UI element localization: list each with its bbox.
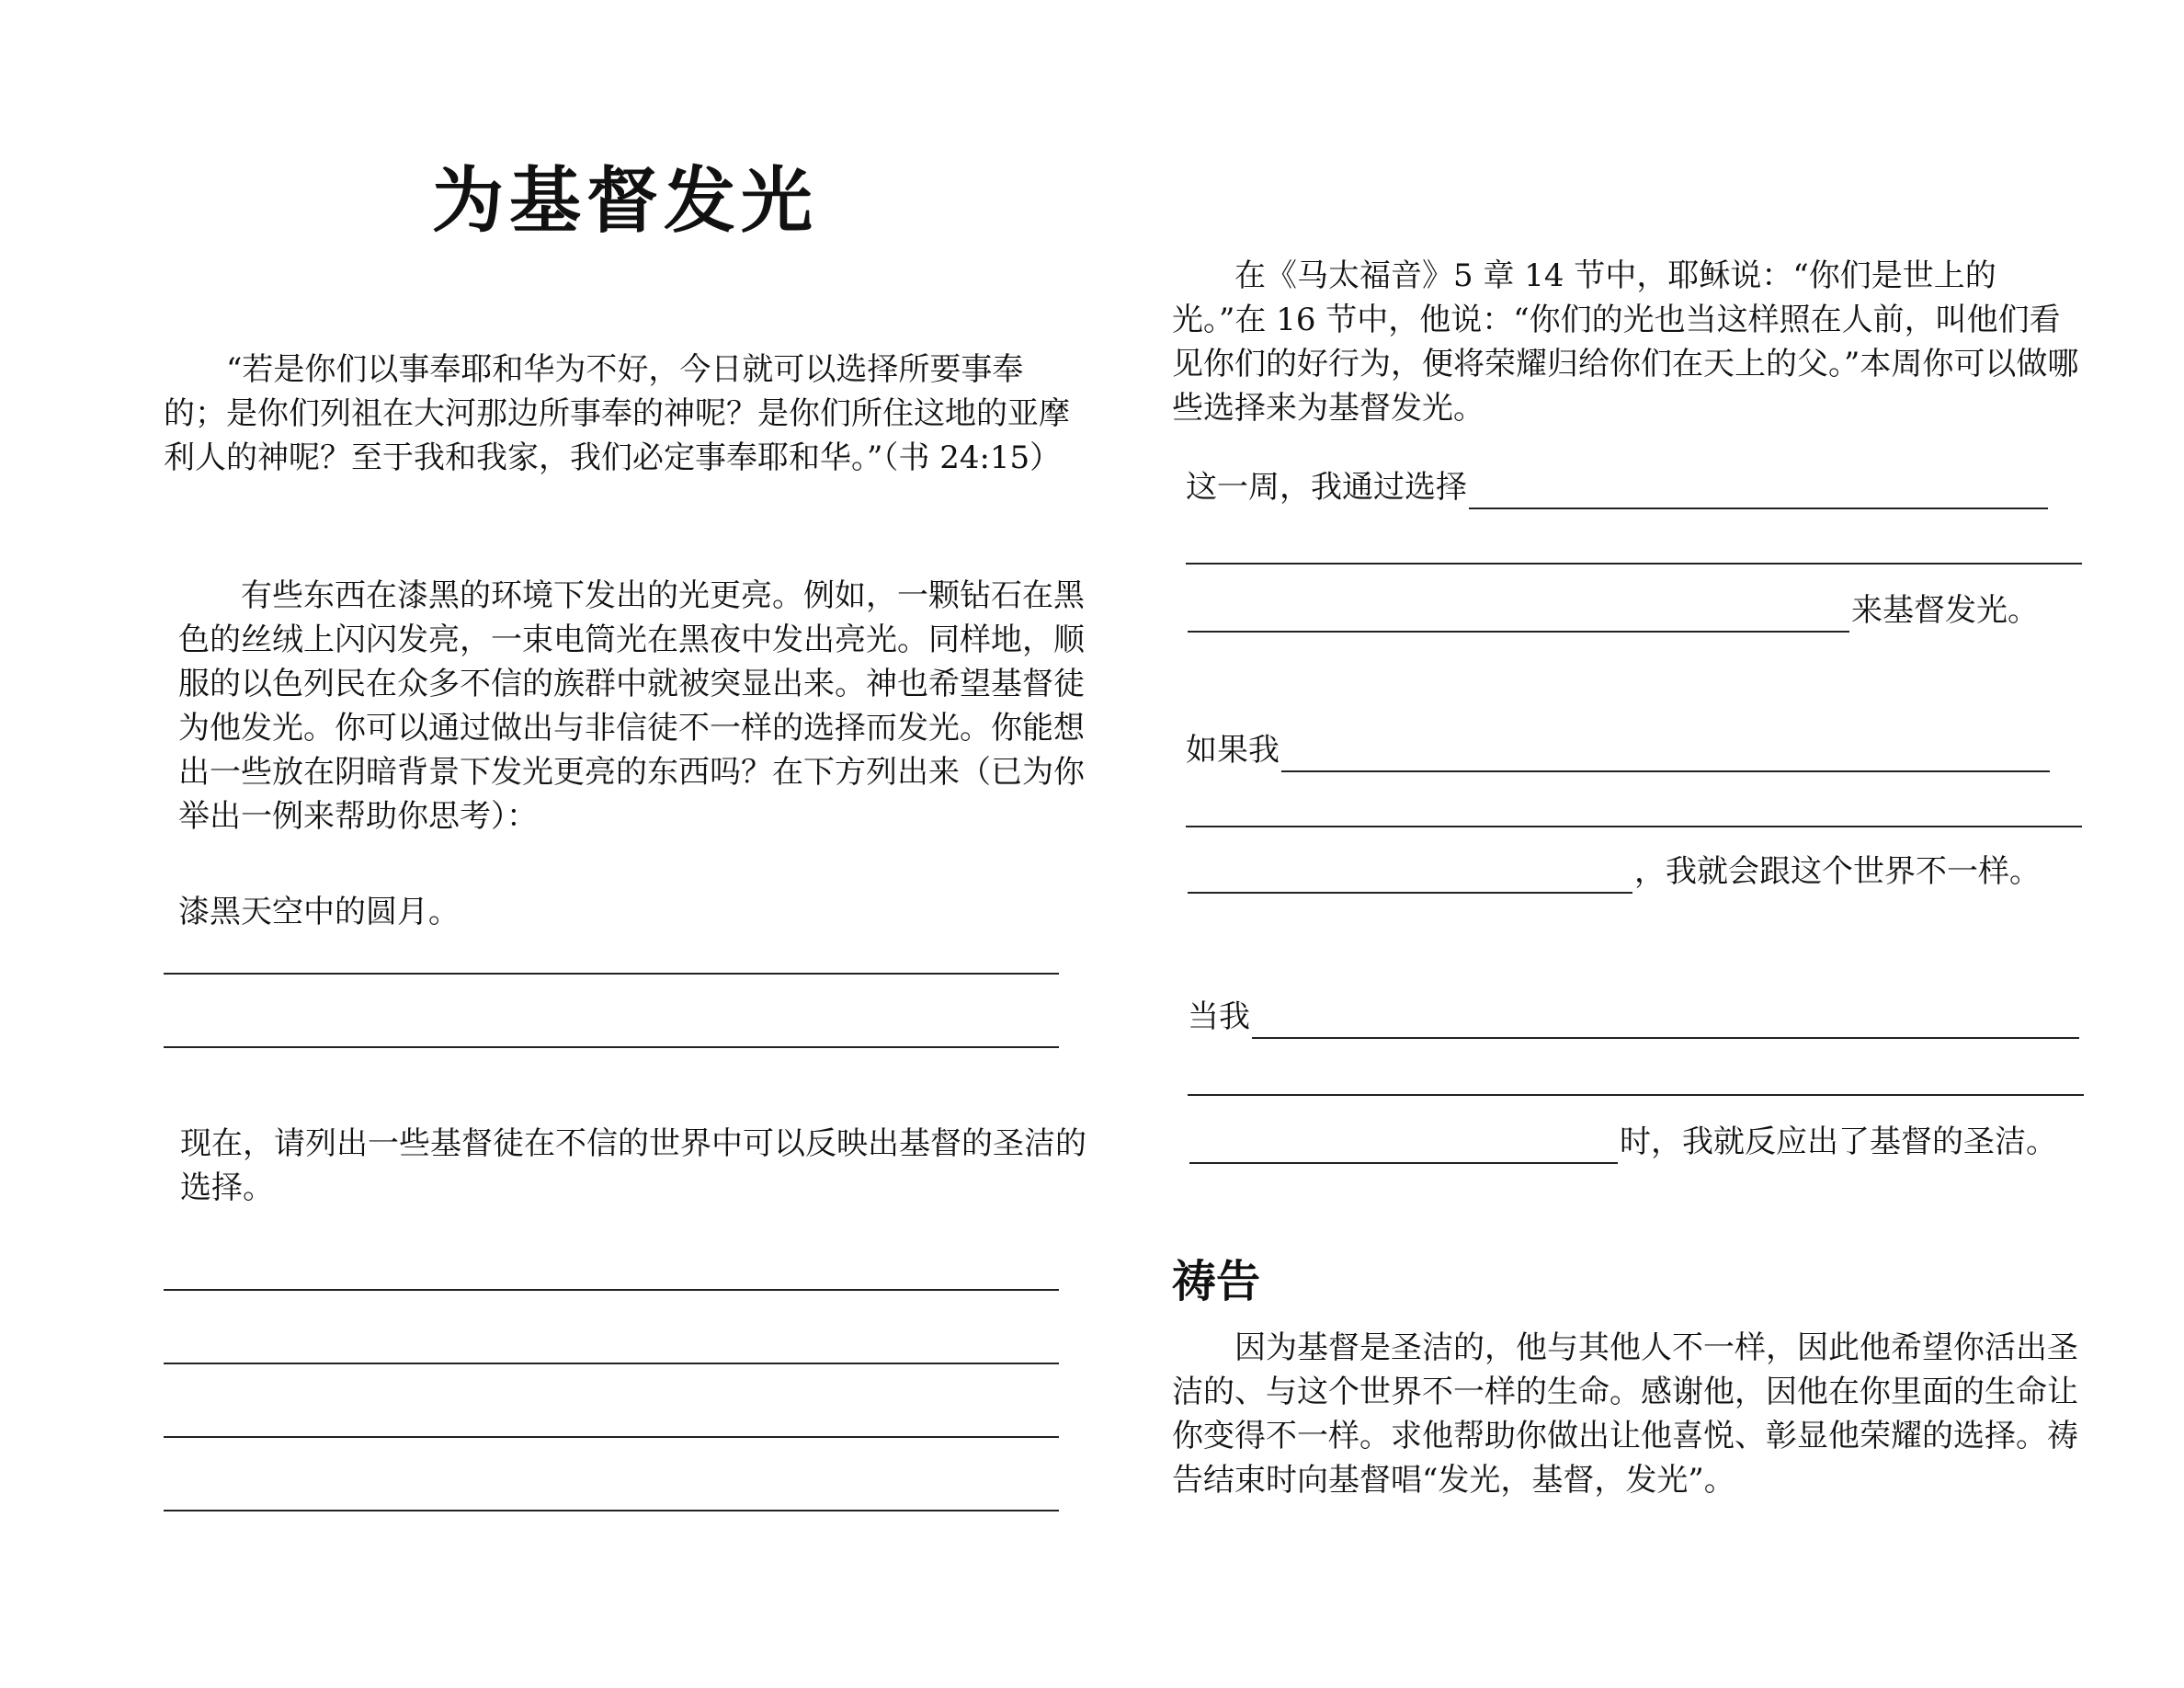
choices-line-4[interactable]	[164, 1510, 1059, 1511]
answer-line-2[interactable]	[164, 1046, 1059, 1048]
fill-in-1-line[interactable]	[1186, 563, 2082, 565]
page-title: 为基督发光	[432, 160, 819, 243]
fill-in-2-blank[interactable]	[1281, 739, 2050, 772]
example-answer: 漆黑天空中的圆月。	[178, 894, 460, 930]
fill-in-2-line[interactable]	[1186, 826, 2082, 827]
answer-line-1[interactable]	[164, 973, 1059, 975]
intro-paragraph: 有些东西在漆黑的环境下发出的光更亮。例如，一颗钻石在黑色的丝绒上闪闪发亮，一束电筒光在黑夜中发出亮光。同样地，顺服的以色列民在众多不信的族群中就被突显出来。神也希望基督徒为他发光。你可以通过做出与非信徒不一样的选择而发光。你能想出一些放在阴暗背景下发光更亮的东西吗？在下方列出来（已为你举出一例来帮助你思考）：	[178, 577, 1085, 835]
fill-in-1-blank-end[interactable]	[1188, 599, 1849, 633]
choices-line-3[interactable]	[164, 1436, 1059, 1438]
fill-in-3-end	[1188, 1120, 2057, 1164]
matthew-paragraph: 在《马太福音》5 章 14 节中，耶稣说：“你们是世上的光。”在 16 节中，他说：“你们的光也当这样照在人前，叫他们看见你们的好行为，便将荣耀归给你们在天上的父。”本周你可以做哪些选择来为基督发光。	[1172, 257, 2079, 427]
fill-in-2-suffix: ，我就会跟这个世界不一样。	[1634, 853, 2041, 890]
fill-in-2-label: 如果我	[1186, 732, 1280, 769]
choices-prompt: 现在，请列出一些基督徒在不信的世界中可以反映出基督的圣洁的选择。	[180, 1125, 1086, 1206]
choices-line-2[interactable]	[164, 1363, 1059, 1364]
fill-in-1-label: 这一周，我通过选择	[1186, 469, 1467, 506]
fill-in-3-suffix: 时，我就反应出了基督的圣洁。	[1620, 1123, 2057, 1160]
fill-in-1-start	[1186, 465, 2050, 509]
fill-in-1-suffix: 来基督发光。	[1851, 592, 2039, 629]
choices-line-1[interactable]	[164, 1289, 1059, 1291]
fill-in-2-blank-end[interactable]	[1188, 861, 1632, 894]
fill-in-3-blank[interactable]	[1252, 1006, 2079, 1039]
fill-in-3-start	[1188, 995, 2081, 1039]
prayer-heading: 祷告	[1172, 1256, 1261, 1307]
fill-in-1-end	[1186, 588, 2039, 633]
fill-in-3-blank-end[interactable]	[1189, 1131, 1618, 1164]
fill-in-2-start	[1186, 728, 2052, 772]
prayer-paragraph: 因为基督是圣洁的，他与其他人不一样，因此他希望你活出圣洁的、与这个世界不一样的生命。感谢他，因他在你里面的生命让你变得不一样。求他帮助你做出让他喜悦、彰显他荣耀的选择。祷告结束时向基督唱“发光，基督，发光”。	[1172, 1329, 2078, 1499]
scripture-quote: “若是你们以事奉耶和华为不好，今日就可以选择所要事奉的；是你们列祖在大河那边所事奉的神呢？是你们所住这地的亚摩利人的神呢？至于我和我家，我们必定事奉耶和华。”（书 24:15）	[164, 351, 1070, 476]
fill-in-3-label: 当我	[1188, 998, 1250, 1035]
fill-in-2-end	[1186, 850, 2041, 894]
fill-in-1-blank[interactable]	[1469, 476, 2048, 509]
fill-in-3-line[interactable]	[1188, 1094, 2084, 1096]
